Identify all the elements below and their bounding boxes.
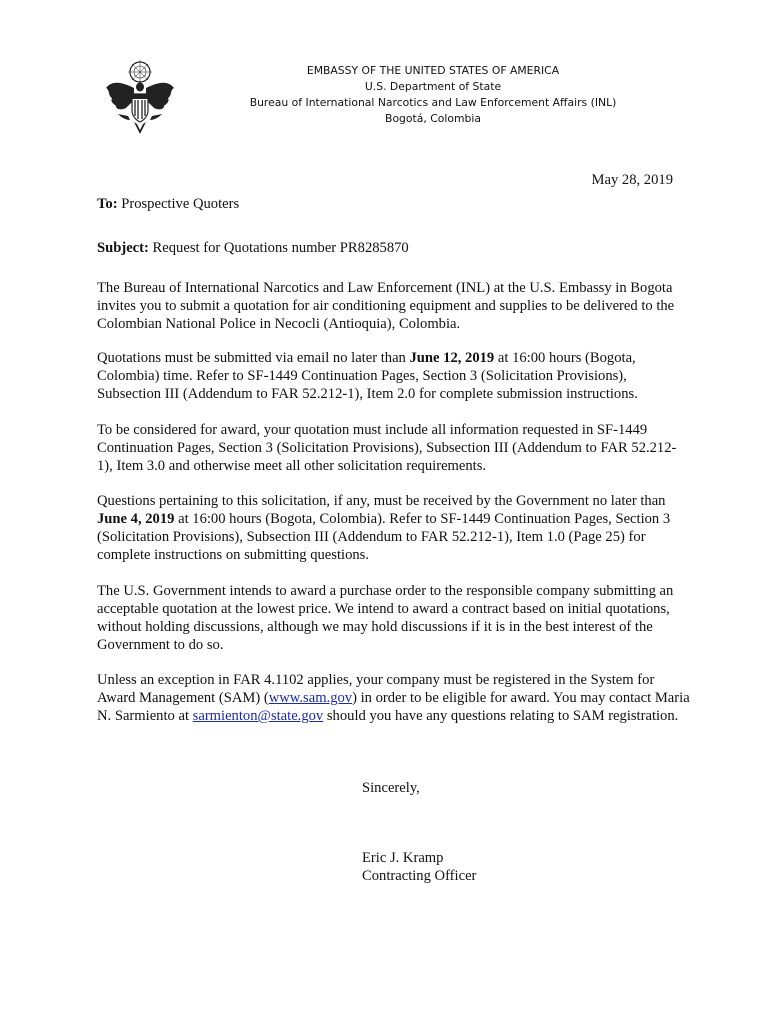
letterhead-department: U.S. Department of State [364, 80, 502, 93]
recipient-line [97, 195, 691, 213]
closing-salutation: Sincerely, [362, 780, 420, 796]
paragraph-sam-text-b: ) in order to be eligible for award. You may contact Maria N. Sarmiento at [97, 690, 690, 724]
contact-email-link[interactable]: sarmienton@state.gov [192, 708, 324, 724]
signature-block [362, 849, 476, 885]
paragraph-intro: The Bureau of International Narcotics and Law Enforcement (INL) at the U.S. Embassy in Bogota invites you to submit a quotation for air conditioning equipment and supplies to be delivered to the Colombian National Police in Necocli (Antioquia), Colombia. [97, 280, 675, 332]
paragraph-deadline-text-a: Quotations must be submitted via email no later than [97, 350, 410, 366]
subject-label: Subject: [97, 240, 149, 256]
letterhead-location: Bogotá, Colombia [385, 112, 481, 125]
paragraph-award-requirements: To be considered for award, your quotation must include all information requested in SF-1449 Continuation Pages, Section 3 (Solicitation Provisions), Subsection III (Addendum to FAR 52.212-1), Item 3.0 and otherwise meet all other solicitation requirements. [97, 422, 677, 474]
questions-due-date: June 4, 2019 [97, 511, 175, 527]
paragraph-questions-text-a: Questions pertaining to this solicitation, if any, must be received by the Government no later than [97, 493, 666, 509]
paragraph-sam-text-c: should you have any questions relating to SAM registration. [323, 708, 679, 724]
letterhead [230, 63, 636, 127]
letterhead-bureau: Bureau of International Narcotics and Law Enforcement Affairs (INL) [249, 96, 617, 109]
to-label: To: [97, 196, 118, 212]
quotation-due-date: June 12, 2019 [409, 350, 495, 366]
signer-title: Contracting Officer [362, 868, 477, 884]
subject-value: Request for Quotations number PR8285870 [152, 240, 409, 256]
paragraph-questions [97, 492, 691, 564]
paragraph-deadline-text-b: at 16:00 hours (Bogota, Colombia) time. Refer to SF-1449 Continuation Pages, Section 3 (Solicitation Provisions), Subsection III (Addendum to FAR 52.212-1), Item 2.0 for complete submission instructions. [97, 350, 638, 402]
signer-name: Eric J. Kramp [362, 850, 444, 866]
paragraph-sam-text-a: Unless an exception in FAR 4.1102 applies, your company must be registered in the System for Award Management (SAM) ( [97, 672, 655, 706]
subject-line [97, 239, 691, 257]
paragraph-questions-text-b: at 16:00 hours (Bogota, Colombia). Refer to SF-1449 Continuation Pages, Section 3 (Solicitation Provisions), Subsection III (Addendum to FAR 52.212-1), Item 1.0 (Page 25) for complete instructions on submitting questions. [97, 511, 671, 563]
sam-gov-link[interactable]: www.sam.gov [268, 690, 353, 706]
letterhead-embassy: EMBASSY OF THE UNITED STATES OF AMERICA [306, 64, 560, 77]
paragraph-award-intent: The U.S. Government intends to award a purchase order to the responsible company submitting an acceptable quotation at the lowest price. We intend to award a contract based on initial quotations, without holding discussions, although we may hold discussions if it is in the best interest of the Government to do so. [97, 583, 674, 653]
eagle-seal-icon [104, 58, 176, 138]
paragraph-sam-registration [97, 671, 691, 725]
to-value: Prospective Quoters [121, 196, 240, 212]
paragraph-deadline [97, 349, 691, 403]
letter-date: May 28, 2019 [591, 172, 673, 188]
